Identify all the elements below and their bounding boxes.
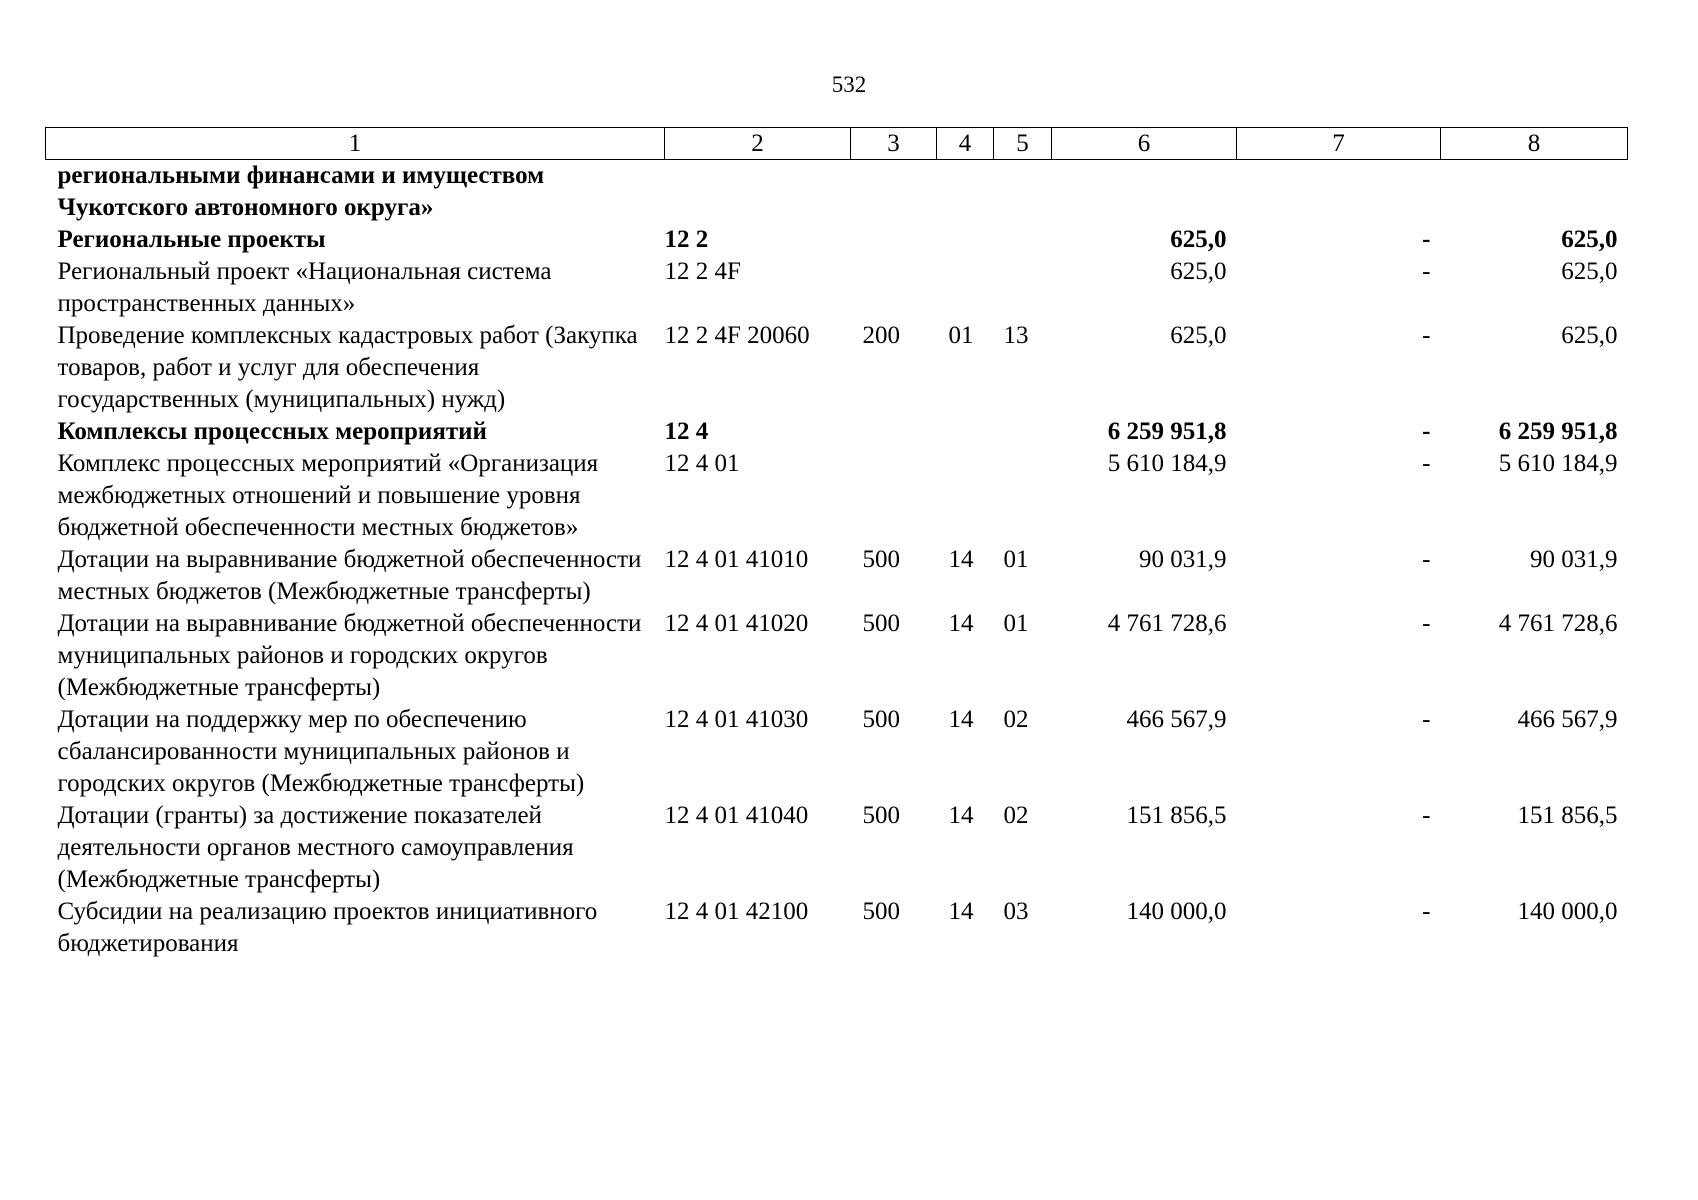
row-amount-original: 6 259 951,8 bbox=[1107, 418, 1227, 445]
row-code: 12 4 01 bbox=[664, 450, 740, 477]
row-amount-change: - bbox=[1422, 450, 1431, 477]
row-code: 12 4 01 41040 bbox=[664, 802, 809, 829]
row-subsection: 02 bbox=[1003, 802, 1029, 829]
row-amount-change bbox=[1237, 160, 1441, 225]
row-amount-final: 6 259 951,8 bbox=[1498, 418, 1618, 445]
row-expense-type bbox=[851, 256, 937, 320]
row-amount-original: 466 567,9 bbox=[1126, 706, 1227, 733]
row-amount-change: - bbox=[1422, 706, 1431, 733]
row-code: 12 2 4F bbox=[664, 258, 741, 285]
row-amount-original: 90 031,9 bbox=[1139, 546, 1227, 573]
row-code: 12 4 bbox=[664, 418, 709, 445]
table-row bbox=[46, 448, 1628, 544]
header-col-6: 6 bbox=[1052, 128, 1237, 160]
table-row bbox=[46, 224, 1628, 256]
table-row bbox=[46, 544, 1628, 608]
row-name: Дотации на поддержку мер по обеспечению сбалансированности муниципальных районов и городских округов (Межбюджетные трансферты) bbox=[57, 706, 585, 797]
header-row bbox=[46, 128, 1628, 160]
row-name: Проведение комплексных кадастровых работ (Закупка товаров, работ и услуг для обеспечения государственных (муниципальных) нужд) bbox=[57, 322, 638, 413]
row-amount-change: - bbox=[1422, 418, 1431, 445]
row-name: региональными финансами и имуществом Чукотского автономного округа» bbox=[57, 162, 545, 221]
row-amount-final: 625,0 bbox=[1561, 322, 1618, 349]
row-section: 14 bbox=[948, 898, 974, 925]
row-code: 12 4 01 42100 bbox=[664, 898, 809, 925]
row-amount-original: 151 856,5 bbox=[1126, 802, 1227, 829]
row-expense-type: 200 bbox=[862, 322, 900, 349]
row-amount-final: 4 761 728,6 bbox=[1498, 610, 1618, 637]
row-expense-type: 500 bbox=[862, 610, 900, 637]
table-body bbox=[46, 160, 1628, 961]
row-amount-original bbox=[1052, 160, 1237, 225]
row-code bbox=[665, 160, 851, 225]
row-section bbox=[937, 256, 994, 320]
row-amount-final: 151 856,5 bbox=[1517, 802, 1618, 829]
row-amount-final: 90 031,9 bbox=[1530, 546, 1618, 573]
header-col-2: 2 bbox=[665, 128, 851, 160]
table-row bbox=[46, 320, 1628, 416]
row-amount-final: 466 567,9 bbox=[1517, 706, 1618, 733]
row-subsection bbox=[994, 224, 1052, 256]
row-code: 12 2 bbox=[664, 226, 709, 253]
row-subsection: 01 bbox=[1003, 610, 1029, 637]
header-col-8: 8 bbox=[1441, 128, 1628, 160]
row-code: 12 4 01 41010 bbox=[664, 546, 809, 573]
row-subsection bbox=[994, 416, 1052, 448]
row-section: 14 bbox=[948, 706, 974, 733]
header-col-3: 3 bbox=[851, 128, 937, 160]
row-amount-change: - bbox=[1422, 898, 1431, 925]
table-row bbox=[46, 896, 1628, 960]
row-section bbox=[937, 224, 994, 256]
row-expense-type: 500 bbox=[862, 706, 900, 733]
row-amount-original: 625,0 bbox=[1170, 226, 1227, 253]
row-amount-final: 140 000,0 bbox=[1517, 898, 1618, 925]
row-name: Дотации на выравнивание бюджетной обеспеченности муниципальных районов и городских округов (Межбюджетные трансферты) bbox=[57, 610, 642, 701]
row-subsection: 03 bbox=[1003, 898, 1029, 925]
table-row bbox=[46, 160, 1628, 225]
header-col-4: 4 bbox=[937, 128, 994, 160]
row-section bbox=[937, 416, 994, 448]
row-amount-final: 5 610 184,9 bbox=[1498, 450, 1618, 477]
table-row bbox=[46, 416, 1628, 448]
row-name: Дотации (гранты) за достижение показателей деятельности органов местного самоуправления (Межбюджетные трансферты) bbox=[57, 802, 574, 893]
row-amount-change: - bbox=[1422, 226, 1431, 253]
header-col-5: 5 bbox=[994, 128, 1052, 160]
row-expense-type bbox=[851, 448, 937, 544]
table-row bbox=[46, 608, 1628, 704]
row-expense-type: 500 bbox=[862, 898, 900, 925]
row-section bbox=[937, 448, 994, 544]
row-subsection bbox=[994, 160, 1052, 225]
row-name: Региональные проекты bbox=[57, 226, 326, 253]
row-amount-original: 625,0 bbox=[1170, 258, 1227, 285]
row-code: 12 4 01 41030 bbox=[664, 706, 809, 733]
row-amount-original: 625,0 bbox=[1170, 322, 1227, 349]
row-subsection: 02 bbox=[1003, 706, 1029, 733]
row-amount-change: - bbox=[1422, 258, 1431, 285]
row-subsection: 13 bbox=[1003, 322, 1029, 349]
row-subsection bbox=[994, 256, 1052, 320]
row-name: Комплексы процессных мероприятий bbox=[57, 418, 487, 445]
row-code: 12 4 01 41020 bbox=[664, 610, 809, 637]
row-name: Субсидии на реализацию проектов инициативного бюджетирования bbox=[57, 898, 598, 957]
row-subsection bbox=[994, 448, 1052, 544]
header-col-7: 7 bbox=[1237, 128, 1441, 160]
table-row bbox=[46, 800, 1628, 896]
row-name: Региональный проект «Национальная система пространственных данных» bbox=[57, 258, 552, 317]
table-row bbox=[46, 704, 1628, 800]
row-section: 14 bbox=[948, 802, 974, 829]
row-expense-type: 500 bbox=[862, 802, 900, 829]
row-amount-final: 625,0 bbox=[1561, 226, 1618, 253]
row-amount-final: 625,0 bbox=[1561, 258, 1618, 285]
header-col-1: 1 bbox=[46, 128, 665, 160]
row-code: 12 2 4F 20060 bbox=[664, 322, 810, 349]
row-amount-original: 140 000,0 bbox=[1126, 898, 1227, 925]
budget-table bbox=[45, 127, 1628, 960]
row-name: Дотации на выравнивание бюджетной обеспеченности местных бюджетов (Межбюджетные трансферты) bbox=[57, 546, 642, 605]
row-amount-final bbox=[1441, 160, 1628, 225]
row-amount-change: - bbox=[1422, 802, 1431, 829]
row-expense-type bbox=[851, 160, 937, 225]
table-row bbox=[46, 256, 1628, 320]
row-amount-original: 5 610 184,9 bbox=[1107, 450, 1227, 477]
row-subsection: 01 bbox=[1003, 546, 1029, 573]
row-name: Комплекс процессных мероприятий «Организация межбюджетных отношений и повышение уровня бюджетной обеспеченности местных бюджетов» bbox=[57, 450, 599, 541]
row-section: 14 bbox=[948, 546, 974, 573]
row-amount-original: 4 761 728,6 bbox=[1107, 610, 1227, 637]
row-section: 01 bbox=[948, 322, 974, 349]
row-amount-change: - bbox=[1422, 610, 1431, 637]
row-expense-type bbox=[851, 224, 937, 256]
row-section bbox=[937, 160, 994, 225]
row-amount-change: - bbox=[1422, 546, 1431, 573]
row-section: 14 bbox=[948, 610, 974, 637]
row-amount-change: - bbox=[1422, 322, 1431, 349]
row-expense-type bbox=[851, 416, 937, 448]
row-expense-type: 500 bbox=[862, 546, 900, 573]
page-number: 532 bbox=[831, 72, 867, 97]
